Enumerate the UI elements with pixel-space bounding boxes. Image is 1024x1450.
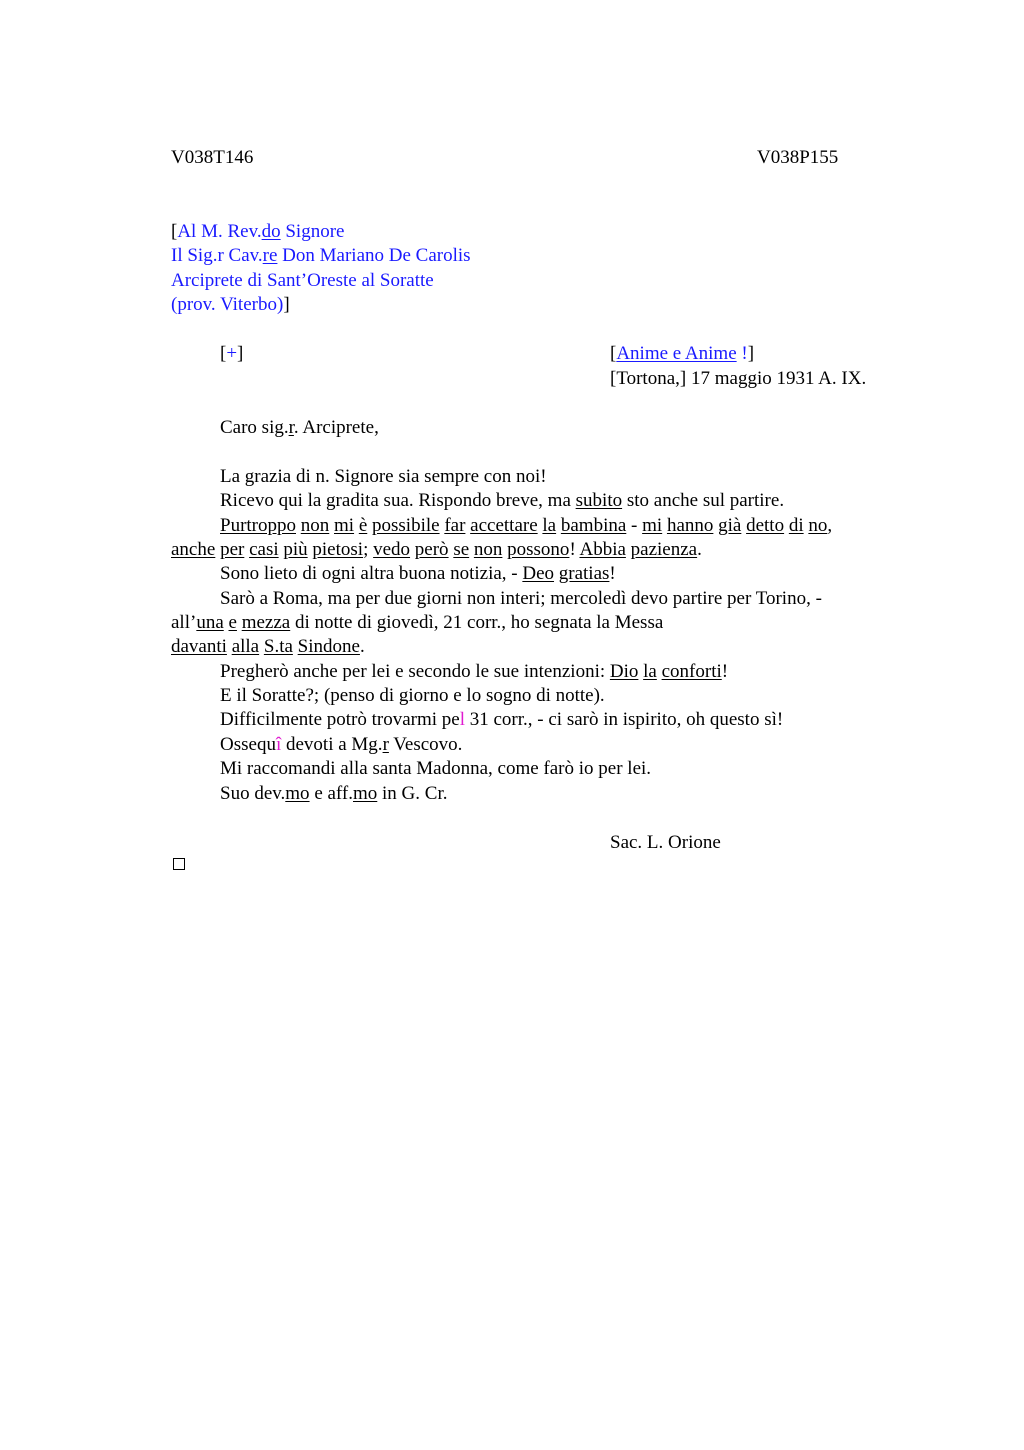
address-line-3: Arciprete di Sant’Oreste al Soratte <box>171 270 434 291</box>
body-line-8: davanti alla S.ta Sindone. <box>171 636 365 657</box>
body-line-6: Sarò a Roma, ma per due giorni non interi; mercoledì devo partire per Torino, - <box>220 588 822 609</box>
body-line-3: Purtroppo non mi è possibile far accettare la bambina - mi hanno già detto di no, <box>220 515 833 536</box>
signature: Sac. L. Orione <box>610 832 721 853</box>
address-line-2: Il Sig.r Cav.re Don Mariano De Carolis <box>171 245 471 266</box>
salutation: Caro sig.r. Arciprete, <box>220 417 379 438</box>
doc-code-left: V038T146 <box>171 147 254 168</box>
cross-mark: [+] <box>220 343 244 364</box>
body-line-10: E il Soratte?; (penso di giorno e lo sogno di notte). <box>220 685 605 706</box>
body-line-5: Sono lieto di ogni altra buona notizia, - Deo gratias! <box>220 563 616 584</box>
end-box-icon <box>173 858 185 870</box>
body-line-4: anche per casi più pietosi; vedo però se non possono! Abbia pazienza. <box>171 539 702 560</box>
body-line-14: Suo dev.mo e aff.mo in G. Cr. <box>220 783 448 804</box>
body-line-1: La grazia di n. Signore sia sempre con noi! <box>220 466 547 487</box>
body-line-12: Ossequî devoti a Mg.r Vescovo. <box>220 734 463 755</box>
doc-code-right: V038P155 <box>757 147 839 168</box>
body-line-2: Ricevo qui la gradita sua. Rispondo breve, ma subito sto anche sul partire. <box>220 490 785 511</box>
dateline: [Tortona,] 17 maggio 1931 A. IX. <box>610 368 867 389</box>
body-line-7: all’una e mezza di notte di giovedì, 21 corr., ho segnata la Messa <box>171 612 664 633</box>
motto: [Anime e Anime !] <box>610 343 755 364</box>
body-line-13: Mi raccomandi alla santa Madonna, come farò io per lei. <box>220 758 652 779</box>
address-line-1: [Al M. Rev.do Signore <box>171 221 345 242</box>
body-line-11: Difficilmente potrò trovarmi pel 31 corr., - ci sarò in ispirito, oh questo sì! <box>220 709 784 730</box>
body-line-9: Pregherò anche per lei e secondo le sue intenzioni: Dio la conforti! <box>220 661 729 682</box>
address-line-4: (prov. Viterbo)] <box>171 294 290 315</box>
